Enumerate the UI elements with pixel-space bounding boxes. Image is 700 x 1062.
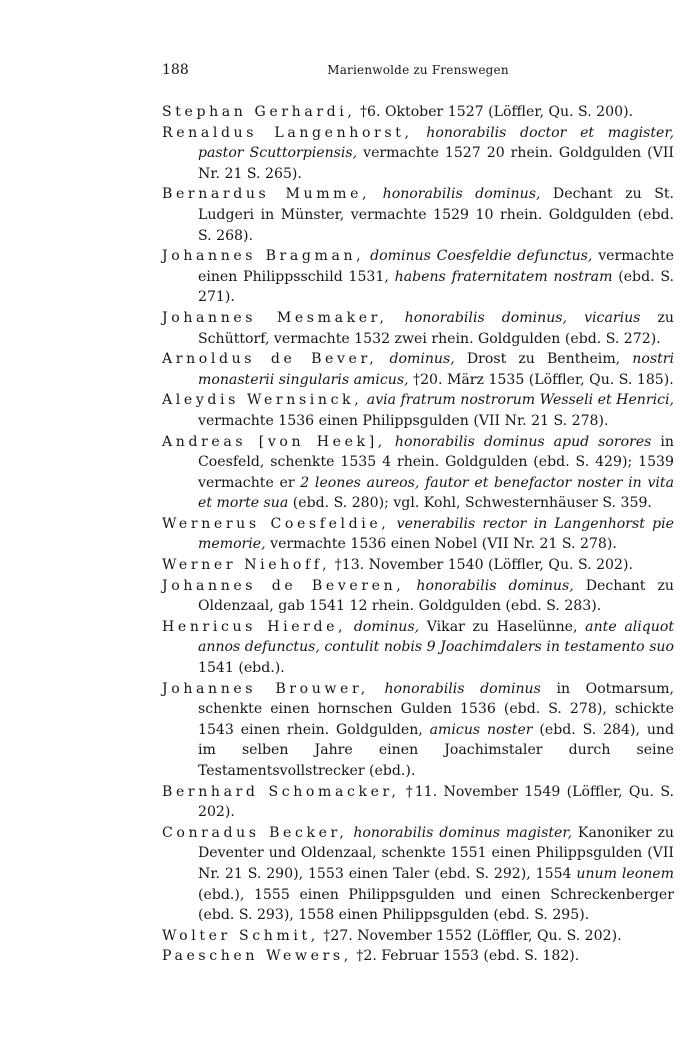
entry-text: Dechant zu Oldenzaal, gab 1541 12 rhein. Goldgulden (ebd. S. 283).: [198, 577, 674, 615]
entry-text: (ebd. S. 284), und im selben Jahre einen Joachimstaler durch seine Testamentsvollstrecker (ebd.).: [198, 721, 674, 779]
entry-text: [389, 516, 396, 532]
latin-quote: ante aliquot annos defunctus, contulit nobis 9 Joachimdalers in testamento suo: [198, 618, 674, 656]
person-name: Wolter Schmit,: [162, 927, 319, 944]
register-entry: [162, 308, 674, 349]
person-name: Aleydis Wernsinck,: [162, 392, 363, 409]
entry-text: †6. Oktober 1527 (Löffler, Qu. S. 200).: [355, 104, 634, 120]
register-entry: [162, 617, 674, 679]
book-page: [162, 62, 674, 967]
register-entry: [162, 926, 674, 947]
entry-text: vermachte 1527 20 rhein. Goldgulden (VII Nr. 21 S. 265).: [198, 145, 674, 182]
entry-text: vermachte einen Philippsschild 1531,: [198, 248, 674, 285]
entry-text: Vikar zu Haselünne,: [419, 618, 586, 635]
register-entry: [162, 102, 674, 123]
person-name: Paeschen Wewers,: [162, 948, 352, 965]
entry-text: [377, 351, 389, 367]
register-entry: [162, 679, 674, 782]
register-entry: [162, 782, 674, 823]
latin-quote: nostri monasterii singularis amicus,: [198, 351, 674, 388]
entry-text: [370, 186, 383, 202]
entry-text: (ebd.), 1555 einen Philippsgulden und einen Schreckenberger (ebd. S. 293), 1558 einen Philippsgulden (ebd. S. 295).: [198, 886, 674, 924]
latin-quote: dominus,: [353, 618, 420, 635]
register-entry: [162, 246, 674, 308]
latin-quote: venerabilis rector in Langenhorst pie memorie,: [198, 515, 674, 553]
person-name: Johannes de Beveren,: [162, 577, 405, 594]
entry-text: †27. November 1552 (Löffler, Qu. S. 202).: [318, 927, 622, 944]
register-entry: [162, 946, 674, 967]
register-entry: [162, 576, 674, 617]
entry-text: [346, 619, 354, 635]
latin-quote: honorabilis doctor et magister, pastor Scuttorpiensis,: [198, 124, 675, 162]
latin-quote: honorabilis dominus: [384, 680, 541, 697]
register-entry: [162, 349, 674, 390]
entry-text: zu Schüttorf, vermachte 1532 zwei rhein. Goldgulden (ebd. S. 272).: [198, 309, 675, 347]
register-entry: [162, 555, 674, 576]
person-name: Werner Niehoff,: [162, 557, 331, 574]
person-name: Bernardus Mumme,: [162, 186, 371, 203]
page-number: 188: [162, 62, 189, 78]
latin-quote: honorabilis dominus,: [382, 186, 541, 203]
entry-text: †2. Februar 1553 (ebd. S. 182).: [351, 948, 580, 965]
entry-text: vermachte 1536 einen Philippsgulden (VII Nr. 21 S. 278).: [198, 412, 609, 429]
entry-text: (ebd. S. 280); vgl. Kohl, Schwesternhäuser S. 359.: [288, 495, 652, 512]
register-entry: [162, 514, 674, 555]
latin-quote: habens fraternitatem nostram: [394, 268, 613, 285]
entry-text: [413, 125, 427, 141]
person-name: Conradus Becker,: [162, 824, 348, 841]
person-name: Wernerus Coesfeldie,: [162, 515, 390, 532]
entry-text: †13. November 1540 (Löffler, Qu. S. 202).: [330, 557, 633, 574]
latin-quote: avia fratrum nostrorum Wesseli et Henrici,: [366, 392, 674, 409]
entry-text: †20. März 1535 (Löffler, Qu. S. 185).: [408, 371, 674, 388]
latin-quote: honorabilis dominus magister,: [353, 824, 573, 841]
entry-text: [404, 578, 416, 594]
person-name: Johannes Mesmaker,: [162, 309, 388, 326]
person-name: Andreas [von Heek],: [162, 433, 386, 450]
register-entry: [162, 823, 674, 926]
latin-quote: dominus,: [389, 351, 455, 368]
latin-quote: dominus Coesfeldie defunctus,: [370, 248, 593, 265]
entry-text: [388, 310, 405, 326]
person-name: Johannes Brouwer,: [162, 680, 369, 697]
entry-text: in Ootmarsum, schenkte einen hornschen Gulden 1536 (ebd. S. 278), schickte 1543 einen rhein. Goldgulden,: [198, 680, 674, 738]
latin-quote: honorabilis dominus,: [416, 577, 574, 594]
entry-text: (ebd. S. 271).: [198, 268, 674, 306]
person-name: Arnoldus de Bever,: [162, 351, 378, 368]
latin-quote: honorabilis dominus, vicarius: [404, 309, 641, 326]
latin-quote: unum leonem: [576, 865, 674, 882]
person-name: Henricus Hierde,: [162, 618, 347, 635]
entry-text: in Coesfeld, schenkte 1535 4 rhein. Goldgulden (ebd. S. 429); 1539 vermachte er: [198, 433, 674, 491]
entry-text: [386, 434, 395, 450]
register-entry: [162, 390, 674, 431]
entry-text: Dechant zu St. Ludgeri in Münster, vermachte 1529 10 rhein. Goldgulden (ebd. S. 268).: [198, 186, 674, 244]
latin-quote: amicus noster: [429, 721, 533, 738]
register-entry: [162, 123, 674, 185]
register-entry: [162, 184, 674, 246]
entry-text: vermachte 1536 einen Nobel (VII Nr. 21 S. 278).: [265, 536, 617, 553]
running-head: Marienwolde zu Frenswegen: [327, 63, 509, 77]
latin-quote: honorabilis dominus apud sorores: [394, 433, 652, 450]
entry-list: [162, 102, 674, 967]
entry-text: †11. November 1549 (Löffler, Qu. S. 202).: [198, 783, 674, 821]
person-name: Renaldus Langenhorst,: [162, 124, 413, 141]
person-name: Bernhard Schomacker,: [162, 783, 400, 800]
register-entry: [162, 432, 674, 514]
entry-text: [369, 681, 385, 697]
entry-text: 1541 (ebd.).: [198, 660, 285, 677]
latin-quote: 2 leones aureos, fautor et benefactor noster in vita et morte sua: [198, 474, 674, 512]
person-name: Stephan Gerhardi,: [162, 104, 356, 120]
page-header: [162, 62, 674, 82]
entry-text: Kanoniker zu Deventer und Oldenzaal, schenkte 1551 einen Philippsgulden (VII Nr. 21 S. 290), 1553 einen Taler (ebd. S. 292), 1554: [198, 824, 674, 882]
person-name: Johannes Bragman,: [162, 248, 365, 265]
entry-text: Drost zu Bentheim,: [454, 351, 633, 368]
